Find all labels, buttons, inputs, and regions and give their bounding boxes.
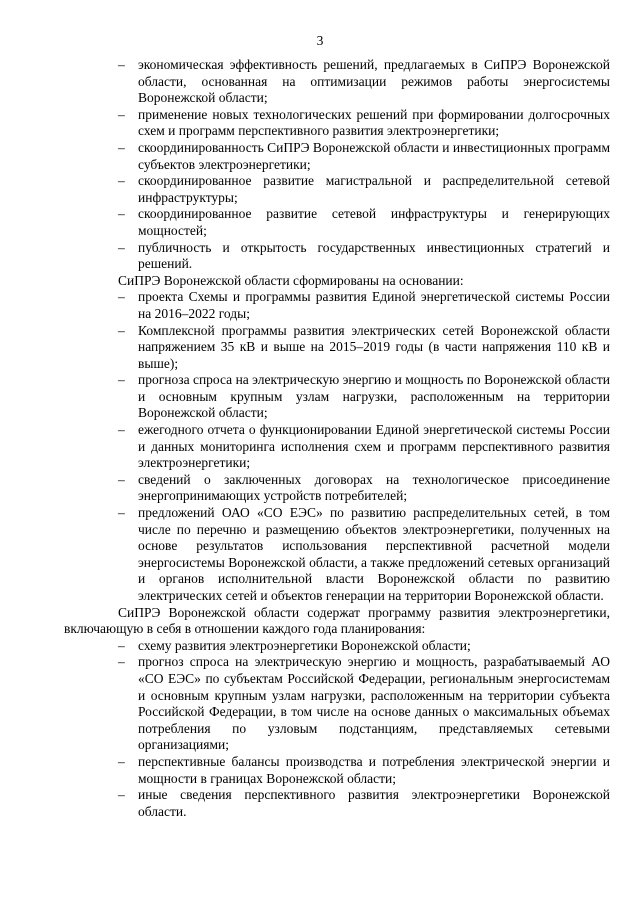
list-item: – прогноза спроса на электрическую энергию и мощность по Воронежской области и основным крупным узлам нагрузки, расположенным на территории Воронежской области; <box>64 372 610 422</box>
basis-list <box>64 289 610 604</box>
list-item: – перспективные балансы производства и потребления электрической энергии и мощности в границах Воронежской области; <box>64 754 610 787</box>
page-number: 3 <box>316 33 324 48</box>
list-item: – предложений ОАО «СО ЕЭС» по развитию распределительных сетей, в том числе по перечню и размещению объектов электроэнергетики, полученных на основе результатов использования перспективной расчетной модели энергосистемы Воронежской области, а также предложений сетевых организаций и органов исполнительной власти Воронежской области по развитию электрических сетей и объектов генерации на территории Воронежской области. <box>64 505 610 605</box>
list-item: – применение новых технологических решений при формировании долгосрочных схем и программ перспективного развития электроэнергетики; <box>64 107 610 140</box>
list-item: – скоординированное развитие магистральной и распределительной сетевой инфраструктуры; <box>64 173 610 206</box>
list-item: – скоординированное развитие сетевой инфраструктуры и генерирующих мощностей; <box>64 206 610 239</box>
list-item: – иные сведения перспективного развития электроэнергетики Воронежской области. <box>64 787 610 820</box>
list-item: – прогноз спроса на электрическую энергию и мощность, разрабатываемый АО «СО ЕЭС» по субъектам Российской Федерации, региональным энергосистемам и основным крупным узлам нагрузки, расположенным на территории субъекта Российской Федерации, в том числе на основе данных о максимальных объемах потребления по узловым подстанциям, представляемых сетевыми организациями; <box>64 654 610 754</box>
list-item: – публичность и открытость государственных инвестиционных стратегий и решений. <box>64 240 610 273</box>
principles-list <box>64 57 610 273</box>
list-item: – сведений о заключенных договорах на технологическое присоединение энергопринимающих устройств потребителей; <box>64 472 610 505</box>
list-item: – экономическая эффективность решений, предлагаемых в СиПРЭ Воронежской области, основанная на оптимизации режимов работы энергосистемы Воронежской области; <box>64 57 610 107</box>
list-item: – ежегодного отчета о функционировании Единой энергетической системы России и данных мониторинга исполнения схем и программ перспективного развития электроэнергетики; <box>64 422 610 472</box>
list-item: – схему развития электроэнергетики Воронежской области; <box>64 638 610 655</box>
list-item: – проекта Схемы и программы развития Единой энергетической системы России на 2016–2022 годы; <box>64 289 610 322</box>
document-body <box>64 57 610 820</box>
list-item: – Комплексной программы развития электрических сетей Воронежской области напряжением 35 кВ и выше на 2015–2019 годы (в части напряжения 110 кВ и выше); <box>64 323 610 373</box>
list-item: – скоординированность СиПРЭ Воронежской области и инвестиционных программ субъектов электроэнергетики; <box>64 140 610 173</box>
paragraph: СиПРЭ Воронежской области сформированы на основании: <box>118 272 464 288</box>
paragraph: СиПРЭ Воронежской области содержат программу развития электроэнергетики, включающую в себя в отношении каждого года планирования: <box>64 604 610 637</box>
contents-list <box>64 638 610 821</box>
